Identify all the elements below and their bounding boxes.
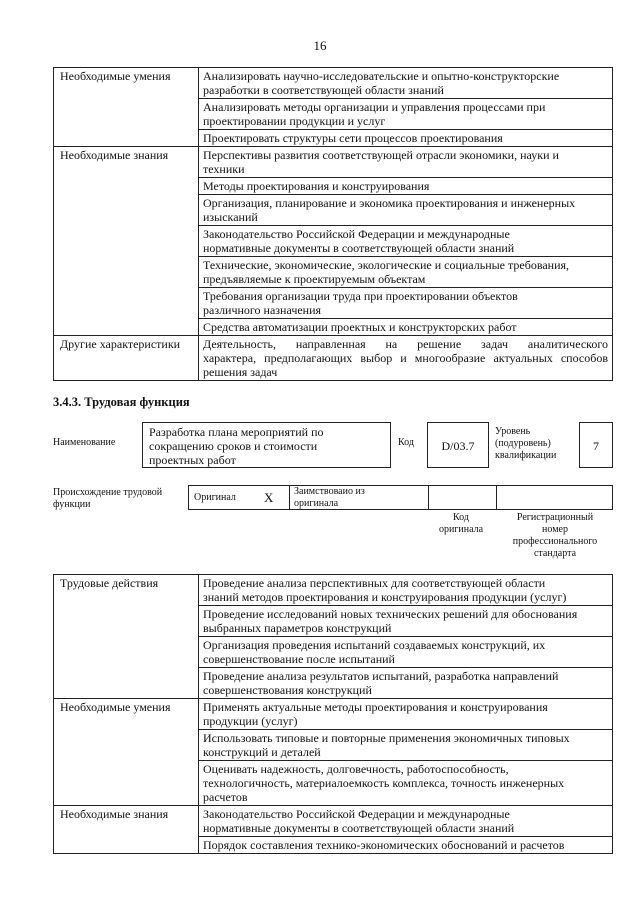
code-original-label-line: оригинала (438, 524, 484, 535)
registration-number-label-line: Регистрационный (516, 512, 594, 523)
origin-table (188, 485, 613, 510)
item-line: Применять актуальные методы проектирования и конструирования (203, 700, 548, 714)
row-item (199, 336, 613, 381)
row-label: Необходимые знания (54, 806, 199, 854)
row-item (199, 147, 613, 178)
origin-label-line: Происхождение трудовой (53, 487, 163, 498)
level-label-line: (подуровень) (495, 438, 551, 449)
code-original-label-line: Код (453, 512, 469, 523)
section-title: 3.4.3. Трудовая функция (53, 395, 190, 409)
item-line: Технические, экономические, экологические и социальные требования, (203, 258, 570, 272)
item-line: предъявляемые к проектируемым объектам (203, 272, 426, 286)
item-line: Деятельность, направленная на решение задач аналитического (203, 337, 608, 351)
row-item (199, 99, 613, 130)
row-item (199, 178, 613, 195)
item-line: Проектировать структуры сети процессов проектирования (203, 131, 503, 145)
origin-label-line: функции (53, 499, 91, 510)
table-row (54, 575, 613, 606)
divider (289, 485, 290, 510)
item-line: Средства автоматизации проектных и конструкторских работ (203, 320, 517, 334)
row-item (199, 195, 613, 226)
original-label: Оригинал (194, 492, 236, 503)
row-label: Трудовые действия (54, 575, 199, 699)
row-item (199, 761, 613, 806)
original-mark: X (264, 490, 274, 505)
item-line: нормативные документы в соответствующей области знаний (203, 821, 515, 835)
item-line: Анализировать методы организации и управления процессами при (203, 100, 546, 114)
item-line: нормативные документы в соответствующей области знаний (203, 241, 515, 255)
item-line: Законодательство Российской Федерации и международные (203, 807, 510, 821)
item-line: Использовать типовые и повторные применения экономичных типовых (203, 731, 570, 745)
item-line: Анализировать научно-исследовательские и опытно-конструкторские (203, 69, 560, 83)
row-item (199, 288, 613, 319)
item-line: различного назначения (203, 303, 322, 317)
name-label: Наименование (53, 437, 116, 448)
row-item (199, 668, 613, 699)
table-row (54, 699, 613, 730)
row-item (199, 806, 613, 837)
origin-label (53, 487, 162, 511)
item-line: разработки в соответствующей области знаний (203, 83, 444, 97)
registration-number-label-line: профессионального (512, 536, 598, 547)
item-line: конструкций и деталей (203, 745, 321, 759)
row-item (199, 257, 613, 288)
borrowed-label (294, 486, 365, 510)
item-line: Методы проектирования и конструирования (203, 179, 430, 193)
registration-number-label-line: номер (542, 524, 568, 535)
name-value-line: проектных работ (149, 453, 236, 467)
table-row (54, 336, 613, 381)
registration-number-label (497, 512, 613, 560)
row-item (199, 730, 613, 761)
table-row (54, 68, 613, 99)
row-item (199, 637, 613, 668)
row-label: Необходимые умения (54, 68, 199, 147)
borrowed-label-line: Заимствоваио из (294, 486, 365, 497)
page-number: 16 (313, 38, 327, 53)
item-line: решения задач (203, 365, 278, 379)
item-line: Организация, планирование и экономика проектирования и инженерных (203, 196, 576, 210)
divider (428, 485, 429, 510)
name-value-line: сокращению сроков и стоимости (149, 439, 318, 453)
row-item (199, 575, 613, 606)
item-line: Проведение анализа перспективных для соответствующей области (203, 576, 546, 590)
item-line: Законодательство Российской Федерации и международные (203, 227, 510, 241)
item-line: Требования организации труда при проектировании объектов (203, 289, 518, 303)
row-item (199, 837, 613, 854)
name-value-line: Разработка плана мероприятий по (149, 425, 324, 439)
item-line: выбранных параметров конструкций (203, 621, 392, 635)
level-label-line: Уровень (495, 426, 531, 437)
item-line: проектировании продукции и услуг (203, 114, 386, 128)
item-line: техники (203, 162, 245, 176)
row-item (199, 226, 613, 257)
item-line: совершенствование после испытаний (203, 652, 395, 666)
code-value-box: D/03.7 (427, 422, 489, 468)
item-line: расчетов (203, 790, 248, 804)
item-line: изысканий (203, 210, 258, 224)
divider (496, 485, 497, 510)
row-item (199, 130, 613, 147)
item-line: Проведение анализа результатов испытаний, разработка направлений (203, 669, 559, 683)
level-value-box: 7 (579, 422, 613, 468)
item-line: Проведение исследований новых технических решений для обоснования (203, 607, 578, 621)
item-line: продукции (услуг) (203, 714, 298, 728)
item-line: технологичность, материалоемкость комплекса, точность инженерных (203, 776, 565, 790)
row-item (199, 319, 613, 336)
item-line: совершенствования конструкций (203, 683, 372, 697)
row-label: Необходимые знания (54, 147, 199, 336)
item-line: знаний методов проектирования и конструирования продукции (услуг) (203, 590, 567, 604)
item-line: Организация проведения испытаний создаваемых конструкций, их (203, 638, 546, 652)
row-label: Другие характеристики (54, 336, 199, 381)
level-label (495, 426, 556, 462)
name-value-box (142, 422, 391, 468)
level-label-line: квалификации (495, 450, 557, 461)
row-item (199, 68, 613, 99)
item-line: Порядок составления технико-экономических обоснований и расчетов (203, 838, 565, 852)
registration-number-label-line: стандарта (533, 548, 577, 559)
code-label: Код (398, 437, 414, 448)
table-row (54, 147, 613, 178)
row-item (199, 606, 613, 637)
row-item (199, 699, 613, 730)
row-label: Необходимые умения (54, 699, 199, 806)
item-line: характера, предполагающих выбор и многообразие актуальных способов (203, 351, 608, 365)
requirements-table-1 (53, 67, 613, 381)
code-original-label (427, 512, 495, 536)
requirements-table-2 (53, 574, 613, 854)
item-line: Оценивать надежность, долговечность, работоспособность, (203, 762, 509, 776)
borrowed-label-line: оригинала (294, 498, 339, 509)
table-row (54, 806, 613, 837)
item-line: Перспективы развития соответствующей отрасли экономики, науки и (203, 148, 559, 162)
